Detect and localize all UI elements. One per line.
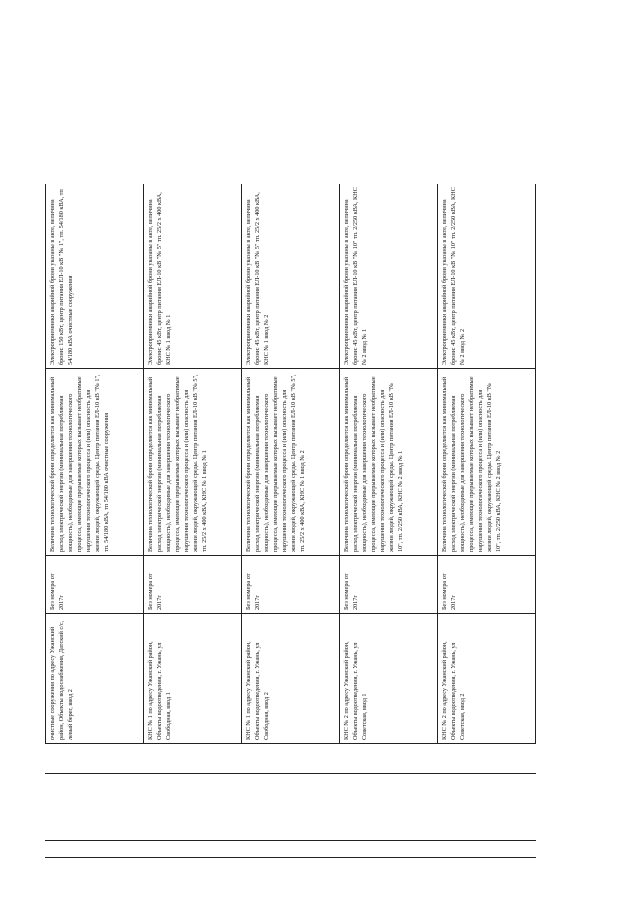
object-cell: очистные сооружения по адресу Ужанский район, Объекты водоснабжения, Датский с/с, левый берег, ввод 2: [46, 614, 144, 744]
description-cell: Величина технологической брони определяется как минимальный расход электрической энергии (минимальная потребляемая мощность), необходимые для завершения технологического процесса, имеющие прерываемые которых вызывает необратимые нарушения технологического процесса и (или) опасность для жизни людей, окружающей среды. Центр питания ЕЛ-10 кВ "№ 5", тп. 25/2 х 400 кВА, КНС № 1 ввод № 2: [242, 369, 340, 556]
description-cell: Величина технологической брони определяется как минимальный расход электрической энергии (минимальная потребляемая мощность), необходимые для завершения технологического процесса, имеющие прерываемые которых вызывает необратимые нарушения технологического процесса и (или) опасность для жизни людей, окружающей среды. Центр питания ЕЛ-10 кВ "№ 1", тп. 54/180 кВА, тп 54/180 кВА очистные сооружения: [46, 369, 144, 556]
note-cell: Электроприемники аварийной брони указаны в акте, величина брони: 45 кВт, центр питания ЕЛ-10 кВ "№ 5" тп. 25/2 х 400 кВА, КНС № 1 ввод № 2: [242, 184, 340, 369]
status-cell: Без номера от 2017г: [144, 556, 242, 614]
note-cell: Электроприемники аварийной брони указаны в акте, величина брони: 45 кВт, центр питания ЕЛ-10 кВ "№ 5" тп. 25/2 х 400 кВА, КНС № 1 ввод № 1: [144, 184, 242, 369]
table-container: [45, 184, 536, 744]
reservation-table: [45, 184, 536, 744]
note-cell: Электроприемники аварийной брони указаны в акте, величина брони: 150 кВт, центр питания ЕЛ-10 кВ "№ 1", тп. 54/180 кВА, тп 54/180 кВА очистные сооружения: [46, 184, 144, 369]
status-cell: Без номера от 2017г: [340, 556, 438, 614]
object-cell: КНС № 1 по адресу Ужанский район, Объекты водоотведения, г. Ужань, ул Свободная, ввод 1: [144, 614, 242, 744]
table-row: [144, 184, 242, 744]
table-row: [46, 184, 144, 744]
divider-line: [45, 857, 536, 858]
note-cell: Электроприемники аварийной брони указаны в акте, величина брони: 45 кВт, центр питания ЕЛ-10 кВ "№ 10" тп. 2/250 кВА, КНС № 2 ввод № 2: [438, 184, 536, 369]
description-cell: Величина технологической брони определяется как минимальный расход электрической энергии (минимальная потребляемая мощность), необходимые для завершения технологического процесса, имеющие прерываемые которых вызывает необратимые нарушения технологического процесса и (или) опасность для жизни людей, окружающей среды. Центр питания ЕЛ-10 кВ "№ 5", тп. 25/2 х 400 кВА, КНС № 1 ввод № 1: [144, 369, 242, 556]
object-cell: КНС № 2 по адресу Ужанский район, Объекты водоотведения, г. Ужань, ул Советская, ввод 1: [340, 614, 438, 744]
object-cell: КНС № 2 по адресу Ужанский район, Объекты водоотведения, г. Ужань, ул Советская, ввод 2: [438, 614, 536, 744]
description-cell: Величина технологической брони определяется как минимальный расход электрической энергии (минимальная потребляемая мощность), необходимые для завершения технологического процесса, имеющие прерываемые которых вызывает необратимые нарушения технологического процесса и (или) опасность для жизни людей, окружающей среды. Центр питания ЕЛ-10 кВ "№ 10", тп. 2/250 кВА, КНС № 2 ввод № 1: [340, 369, 438, 556]
rotated-table-page: [45, 184, 536, 744]
status-cell: Без номера от 2017г: [46, 556, 144, 614]
note-cell: Электроприемники аварийной брони указаны в акте, величина брони: 45 кВт, центр питания ЕЛ-10 кВ "№ 10" тп. 2/250 кВА, КНС № 2 ввод № 1: [340, 184, 438, 369]
status-cell: Без номера от 2017г: [242, 556, 340, 614]
table-row: [340, 184, 438, 744]
description-cell: Величина технологической брони определяется как минимальный расход электрической энергии (минимальная потребляемая мощность), необходимые для завершения технологического процесса, имеющие прерываемые которых вызывает необратимые нарушения технологического процесса и (или) опасность для жизни людей, окружающей среды. Центр питания ЕЛ-10 кВ "№ 10", тп. 2/250 кВА, КНС № 2 ввод № 2: [438, 369, 536, 556]
table-row: [242, 184, 340, 744]
status-cell: Без номера от 2017г: [438, 556, 536, 614]
divider-line: [45, 773, 536, 774]
table-row: [438, 184, 536, 744]
divider-line: [45, 840, 536, 841]
object-cell: КНС № 1 по адресу Ужанский район, Объекты водоотведения, г. Ужань, ул Свободная, ввод 2: [242, 614, 340, 744]
